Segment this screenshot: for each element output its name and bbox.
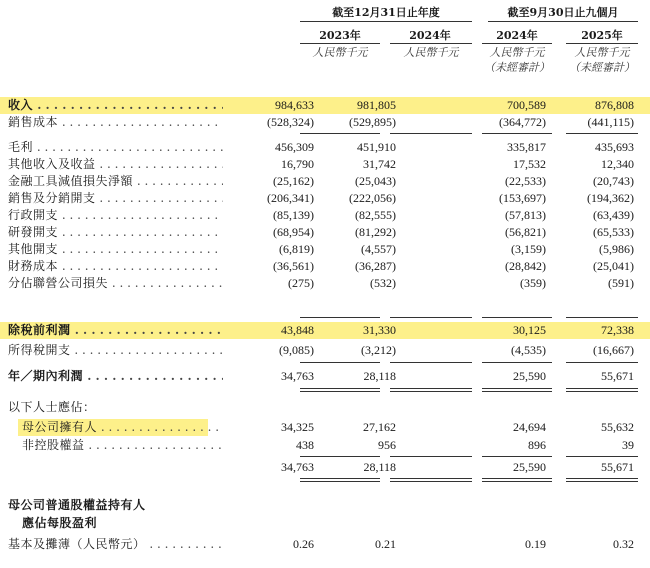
cell: (25,162)	[273, 174, 314, 188]
row-label: 母公司普通股權益持有人	[8, 498, 146, 512]
cell: 39	[622, 438, 634, 452]
header-unaudited-3: （未經審計）	[484, 61, 550, 74]
row-eps-heading-1	[0, 497, 650, 514]
cell: (3,212)	[361, 343, 396, 357]
row-finance-costs	[0, 258, 650, 275]
cell: (528,324)	[267, 115, 314, 129]
cell: (591)	[608, 276, 634, 290]
row-label: 其他開支 . . .	[8, 241, 223, 258]
cell: 12,340	[601, 157, 634, 171]
cell: (85,139)	[273, 208, 314, 222]
cell: (56,821)	[505, 225, 546, 239]
row-profit-before-tax	[0, 322, 650, 339]
subtotal-rule	[566, 456, 638, 457]
cell: (4,557)	[361, 242, 396, 256]
cell: (275)	[288, 276, 314, 290]
cell: (364,772)	[499, 115, 546, 129]
cell: (16,667)	[593, 343, 634, 357]
row-associate-losses	[0, 275, 650, 292]
row-label: 母公司擁有人 . . .	[22, 419, 222, 436]
cell: 34,763	[281, 369, 314, 383]
cell: 335,817	[507, 140, 546, 154]
subtotal-rule	[566, 362, 638, 363]
row-eps-heading-2	[0, 515, 650, 532]
subtotal-rule	[300, 362, 380, 363]
cell: (25,041)	[593, 259, 634, 273]
header-unit-4: 人民幣千元	[574, 46, 630, 59]
cell: 55,671	[601, 369, 634, 383]
row-other-income	[0, 156, 650, 173]
cell: 34,325	[281, 420, 314, 434]
year-rule-3	[482, 43, 552, 44]
subtotal-rule	[300, 456, 380, 457]
subtotal-rule	[390, 133, 472, 134]
row-non-controlling	[0, 437, 650, 454]
double-rule	[482, 478, 552, 479]
row-label: 金融工具減值損失淨額 . . .	[8, 173, 223, 190]
double-rule	[390, 478, 472, 479]
header-rule-nine-months	[488, 21, 638, 22]
double-rule	[390, 391, 472, 392]
cell: 438	[296, 438, 314, 452]
subtotal-rule	[390, 362, 472, 363]
cell: 55,671	[601, 460, 634, 474]
subtotal-rule	[566, 133, 638, 134]
header-group-nine-months: 截至9月30日止九個月	[507, 6, 619, 19]
double-rule	[390, 481, 472, 482]
row-impairment	[0, 173, 650, 190]
double-rule	[566, 478, 638, 479]
cell: (36,287)	[355, 259, 396, 273]
row-other-expenses	[0, 241, 650, 258]
row-label: 研發開支 . . .	[8, 224, 223, 241]
cell: (529,895)	[349, 115, 396, 129]
row-income-tax	[0, 342, 650, 359]
cell: 17,532	[513, 157, 546, 171]
cell: (222,056)	[349, 191, 396, 205]
row-label: 行政開支 . . .	[8, 207, 223, 224]
header-unaudited-4: （未經審計）	[569, 61, 635, 74]
header-group-annual: 截至12月31日止年度	[332, 6, 440, 19]
row-label: 分佔聯營公司損失 . . .	[8, 275, 223, 292]
cell: 456,309	[275, 140, 314, 154]
cell: 0.32	[613, 537, 634, 551]
row-label: 毛利 . . .	[8, 139, 223, 156]
header-unit-1: 人民幣千元	[312, 46, 368, 59]
year-rule-2	[390, 43, 472, 44]
year-rule-1	[300, 43, 380, 44]
cell: (63,439)	[593, 208, 634, 222]
cell: (20,743)	[593, 174, 634, 188]
header-year-2025-9m: 2025年	[581, 29, 623, 42]
row-label: 以下人士應佔：	[8, 400, 96, 414]
double-rule	[300, 481, 380, 482]
cell: (28,842)	[505, 259, 546, 273]
row-profit-for-period	[0, 368, 650, 385]
double-rule	[390, 388, 472, 389]
row-gross-profit	[0, 139, 650, 156]
cell: 0.21	[375, 537, 396, 551]
header-year-2024-9m: 2024年	[496, 29, 538, 42]
header-year-2024: 2024年	[409, 29, 451, 42]
header-year-2023: 2023年	[319, 29, 361, 42]
row-label: 銷售成本 . . .	[8, 114, 223, 131]
cell: 25,590	[513, 460, 546, 474]
cell: 981,805	[357, 98, 396, 112]
cell: (441,115)	[587, 115, 634, 129]
row-label: 財務成本 . . .	[8, 258, 223, 275]
subtotal-rule	[390, 456, 472, 457]
double-rule	[482, 388, 552, 389]
cell: 896	[528, 438, 546, 452]
cell: (25,043)	[355, 174, 396, 188]
cell: 24,694	[513, 420, 546, 434]
row-revenue	[0, 97, 650, 114]
row-label: 所得稅開支 . . .	[8, 342, 223, 359]
cell: 55,632	[601, 420, 634, 434]
cell: (6,819)	[279, 242, 314, 256]
cell: 876,808	[595, 98, 634, 112]
cell: 31,330	[363, 323, 396, 337]
cell: (57,813)	[505, 208, 546, 222]
cell: (153,697)	[499, 191, 546, 205]
row-attributable-total	[0, 459, 650, 476]
double-rule	[482, 391, 552, 392]
cell: (9,085)	[279, 343, 314, 357]
subtotal-rule	[482, 456, 552, 457]
cell: (81,292)	[355, 225, 396, 239]
double-rule	[566, 481, 638, 482]
cell: 28,118	[363, 460, 396, 474]
year-rule-4	[566, 43, 638, 44]
row-label: 非控股權益 . . .	[22, 437, 222, 454]
cell: 0.19	[525, 537, 546, 551]
row-selling-expenses	[0, 190, 650, 207]
cell: 28,118	[363, 369, 396, 383]
header-unit-2: 人民幣千元	[403, 46, 459, 59]
double-rule	[300, 391, 380, 392]
row-eps-basic-diluted	[0, 536, 650, 553]
row-label: 應佔每股盈利	[22, 516, 98, 530]
subtotal-rule	[300, 317, 380, 318]
header-rule-annual	[300, 21, 472, 22]
cell: 700,589	[507, 98, 546, 112]
subtotal-rule	[566, 317, 638, 318]
row-label: 銷售及分銷開支 . . .	[8, 190, 223, 207]
cell: 27,162	[363, 420, 396, 434]
cell: (5,986)	[599, 242, 634, 256]
row-label: 除稅前利潤 . . .	[8, 322, 223, 339]
cell: (22,533)	[505, 174, 546, 188]
row-rnd-expenses	[0, 224, 650, 241]
cell: 984,633	[275, 98, 314, 112]
subtotal-rule	[482, 317, 552, 318]
cell: (68,954)	[273, 225, 314, 239]
cell: (206,341)	[267, 191, 314, 205]
subtotal-rule	[482, 133, 552, 134]
cell: (82,555)	[355, 208, 396, 222]
cell: 72,338	[601, 323, 634, 337]
cell: (194,362)	[587, 191, 634, 205]
cell: 451,910	[357, 140, 396, 154]
cell: 30,125	[513, 323, 546, 337]
row-label: 其他收入及收益 . . .	[8, 156, 223, 173]
row-cost-of-sales	[0, 114, 650, 131]
row-label: 年／期內利潤 . . .	[8, 368, 223, 385]
cell: (65,533)	[593, 225, 634, 239]
cell: 16,790	[281, 157, 314, 171]
cell: 25,590	[513, 369, 546, 383]
cell: 0.26	[293, 537, 314, 551]
cell: (3,159)	[511, 242, 546, 256]
cell: (4,535)	[511, 343, 546, 357]
cell: 31,742	[363, 157, 396, 171]
row-owners-of-parent	[0, 419, 650, 436]
double-rule	[482, 481, 552, 482]
double-rule	[566, 391, 638, 392]
double-rule	[566, 388, 638, 389]
cell: (36,561)	[273, 259, 314, 273]
subtotal-rule	[300, 133, 380, 134]
cell: 43,848	[281, 323, 314, 337]
header-unit-3: 人民幣千元	[489, 46, 545, 59]
row-label: 收入 . . .	[8, 97, 223, 114]
row-admin-expenses	[0, 207, 650, 224]
cell: 34,763	[281, 460, 314, 474]
cell: 435,693	[595, 140, 634, 154]
row-label: 基本及攤薄（人民幣元） . . .	[8, 536, 223, 553]
cell: (532)	[370, 276, 396, 290]
subtotal-rule	[482, 362, 552, 363]
cell: (359)	[520, 276, 546, 290]
row-attributable-heading	[0, 399, 650, 416]
subtotal-rule	[390, 317, 472, 318]
cell: 956	[378, 438, 396, 452]
double-rule	[300, 388, 380, 389]
double-rule	[300, 478, 380, 479]
